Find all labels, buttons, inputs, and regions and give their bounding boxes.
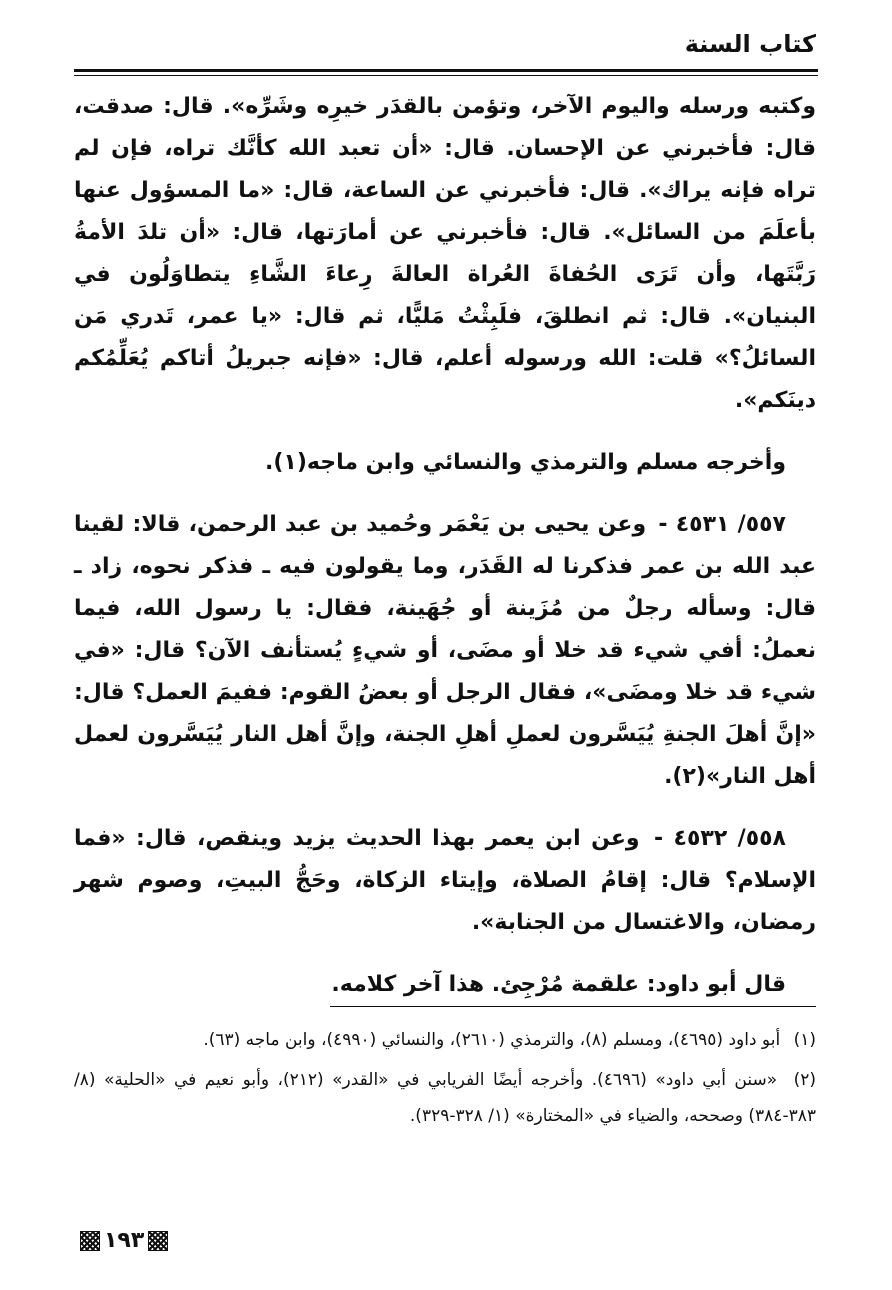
- header-rule-thin: [74, 75, 818, 76]
- paragraph-abu-dawud-note: [74, 964, 816, 1006]
- page-number: ١٩٣: [104, 1228, 145, 1253]
- paragraph-takhrij: [74, 442, 816, 484]
- paragraph-continuation: [74, 86, 816, 422]
- footnote-text: أبو داود (٤٦٩٥)، ومسلم (٨)، والترمذي (٢٦١٠)، والنسائي (٤٩٩٠)، وابن ماجه (٦٣).: [203, 1030, 781, 1050]
- ornament-icon: [148, 1231, 168, 1251]
- main-text: [74, 86, 816, 1006]
- paragraph-text: قال أبو داود: علقمة مُرْجِئ. هذا آخر كلامه.: [331, 972, 786, 997]
- footnote-1: [74, 1022, 816, 1058]
- footnote-marker: (٢): [793, 1070, 816, 1090]
- paragraph-text: وأخرجه مسلم والترمذي والنسائي وابن ماجه(١).: [264, 450, 786, 475]
- footnote-marker: (١): [793, 1030, 816, 1050]
- paragraph-text: وعن ابن يعمر بهذا الحديث يزيد وينقص، قال: «فما الإسلام؟ قال: إقامُ الصلاة، وإيتاء الزكاة، وحَجُّ البيتِ، وصوم شهر رمضان، والاغتسال من الجنابة».: [74, 826, 816, 935]
- header-rule-thick: [74, 69, 818, 72]
- footnotes: [74, 1022, 816, 1138]
- hadith-number: ٥٥٨/ ٤٥٣٢ -: [654, 826, 786, 851]
- footnote-text: «سنن أبي داود» (٤٦٩٦). وأخرجه أيضًا الفريابي في «القدر» (٢١٢)، وأبو نعيم في «الحلية» (٨/ ٣٨٣-٣٨٤) وصححه، والضياء في «المختارة» (١/ ٣٢٨-٣٢٩).: [74, 1070, 816, 1126]
- ornament-icon: [80, 1231, 100, 1251]
- hadith-number: ٥٥٧/ ٤٥٣١ -: [658, 512, 786, 537]
- paragraph-text: وعن يحيى بن يَعْمَر وحُميد بن عبد الرحمن، قالا: لقينا عبد الله بن عمر فذكرنا له القَدَر، وما يقولون فيه ـ فذكر نحوه، زاد ـ قال: وسأله رجلٌ من مُزَينة أو جُهَينة، فقال: يا رسول الله، فيما نعملُ: أفي شيء قد خلا أو مضَى، أو شيءٍ يُستأنف الآن؟ قال: «في شيء قد خلا ومضَى»، فقال الرجل أو بعضُ القوم: ففيمَ العمل؟ قال: «إنَّ أهلَ الجنةِ يُيَسَّرون لعملِ أهلِ الجنة، وإنَّ أهل النار يُيَسَّرون لعمل أهل النار»(٢).: [74, 512, 816, 789]
- footnote-2: [74, 1062, 816, 1134]
- hadith-4532: [74, 818, 816, 944]
- footnote-separator: [330, 1006, 816, 1007]
- hadith-4531: [74, 504, 816, 798]
- page-folio: [80, 1228, 168, 1253]
- paragraph-text: وكتبه ورسله واليوم الآخر، وتؤمن بالقدَر خيرِه وشَرِّه». قال: صدقت، قال: فأخبرني عن الإحسان. قال: «أن تعبد الله كأنَّك تراه، فإن لم تراه فإنه يراك». قال: فأخبرني عن الساعة، قال: «ما المسؤول عنها بأعلَمَ من السائل». قال: فأخبرني عن أمارَتها، قال: «أن تلدَ الأمةُ رَبَّتَها، وأن تَرَى الحُفاةَ العُراة العالةَ رِعاءَ الشَّاءِ يتطاوَلُون في البنيان». قال: ثم انطلقَ، فلَبِثْتُ مَليًّا، ثم قال: «يا عمر، تَدري مَن السائلُ؟» قلت: الله ورسوله أعلم، قال: «فإنه جبريلُ أتاكم يُعَلِّمُكم دينَكم».: [74, 94, 816, 413]
- running-title: كتاب السنة: [684, 30, 816, 58]
